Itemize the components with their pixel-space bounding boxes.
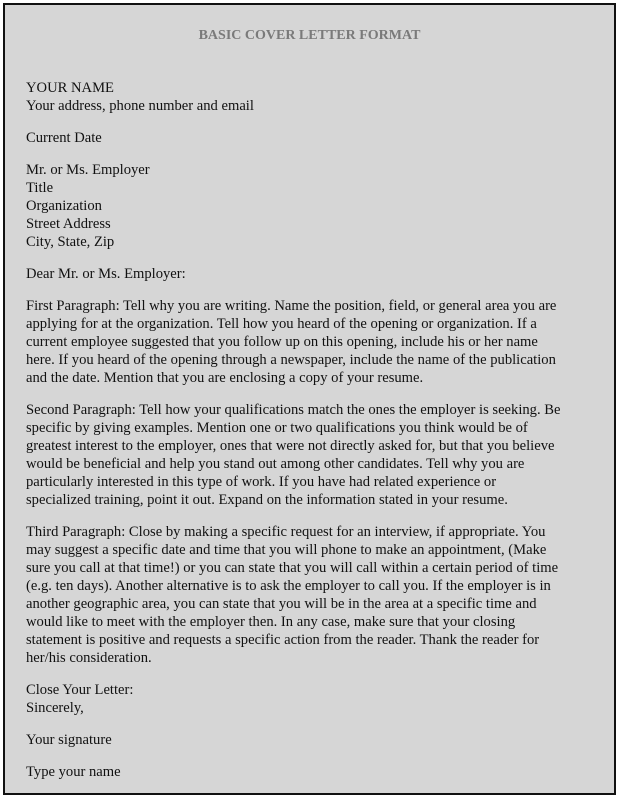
text-line: may suggest a specific date and time that you will phone to make an appointment, (Make: [26, 542, 547, 558]
text-line: particularly interested in this type of work. If you have had related experience or: [26, 474, 497, 490]
date-block: [26, 129, 561, 147]
text-line: another geographic area, you can state that you will be in the area at a specific time and: [26, 596, 537, 612]
text-line: Organization: [26, 198, 102, 214]
text-line: here. If you heard of the opening through a newspaper, include the name of the publication: [26, 352, 556, 368]
text-line: Type your name: [26, 764, 121, 780]
text-line: Your address, phone number and email: [26, 98, 254, 114]
closing-block: [26, 681, 561, 717]
document-page: [3, 3, 616, 795]
document-title: BASIC COVER LETTER FORMAT: [198, 28, 421, 43]
salutation: [26, 265, 561, 283]
typed-name-block: [26, 763, 561, 781]
text-line: would be beneficial and help you stand out among other candidates. Tell why you are: [26, 456, 525, 472]
spacer: [26, 509, 561, 523]
text-line: greatest interest to the employer, ones that were not directly asked for, but that you believe: [26, 438, 555, 454]
text-line: Third Paragraph: Close by making a specific request for an interview, if appropriate. You: [26, 524, 546, 540]
text-line: (e.g. ten days). Another alternative is to ask the employer to call you. If the employer is in: [26, 578, 551, 594]
text-line: Sincerely,: [26, 700, 84, 716]
text-line: her/his consideration.: [26, 650, 152, 666]
spacer: [26, 283, 561, 297]
text-line: sure you call at that time!) or you can state that you will call within a certain period of time: [26, 560, 559, 576]
third-paragraph: [26, 523, 561, 667]
text-line: Close Your Letter:: [26, 682, 134, 698]
recipient-block: [26, 161, 561, 251]
text-line: YOUR NAME: [26, 80, 114, 96]
text-line: Dear Mr. or Ms. Employer:: [26, 266, 186, 282]
header-block: [26, 79, 561, 115]
text-line: Second Paragraph: Tell how your qualifications match the ones the employer is seeking. Be: [26, 402, 561, 418]
spacer: [26, 251, 561, 265]
letter-body: [26, 79, 561, 781]
text-line: would like to meet with the employer then. In any case, make sure that your closing: [26, 614, 516, 630]
spacer: [26, 147, 561, 161]
spacer: [26, 749, 561, 763]
text-line: Mr. or Ms. Employer: [26, 162, 150, 178]
text-line: Current Date: [26, 130, 102, 146]
text-line: applying for at the organization. Tell how you heard of the opening or organization. If a: [26, 316, 537, 332]
text-line: Title: [26, 180, 54, 196]
text-line: specialized training, point it out. Expand on the information stated in your resume.: [26, 492, 508, 508]
text-line: Street Address: [26, 216, 111, 232]
spacer: [26, 387, 561, 401]
signature-block: [26, 731, 561, 749]
text-line: Your signature: [26, 732, 112, 748]
text-line: and the date. Mention that you are enclosing a copy of your resume.: [26, 370, 424, 386]
text-line: City, State, Zip: [26, 234, 115, 250]
spacer: [26, 115, 561, 129]
text-line: First Paragraph: Tell why you are writing. Name the position, field, or general area you are: [26, 298, 557, 314]
text-line: current employee suggested that you follow up on this opening, include his or her name: [26, 334, 538, 350]
text-line: statement is positive and requests a specific action from the reader. Thank the reader for: [26, 632, 540, 648]
first-paragraph: [26, 297, 561, 387]
spacer: [26, 717, 561, 731]
second-paragraph: [26, 401, 561, 509]
text-line: specific by giving examples. Mention one or two qualifications you think would be of: [26, 420, 528, 436]
spacer: [26, 667, 561, 681]
